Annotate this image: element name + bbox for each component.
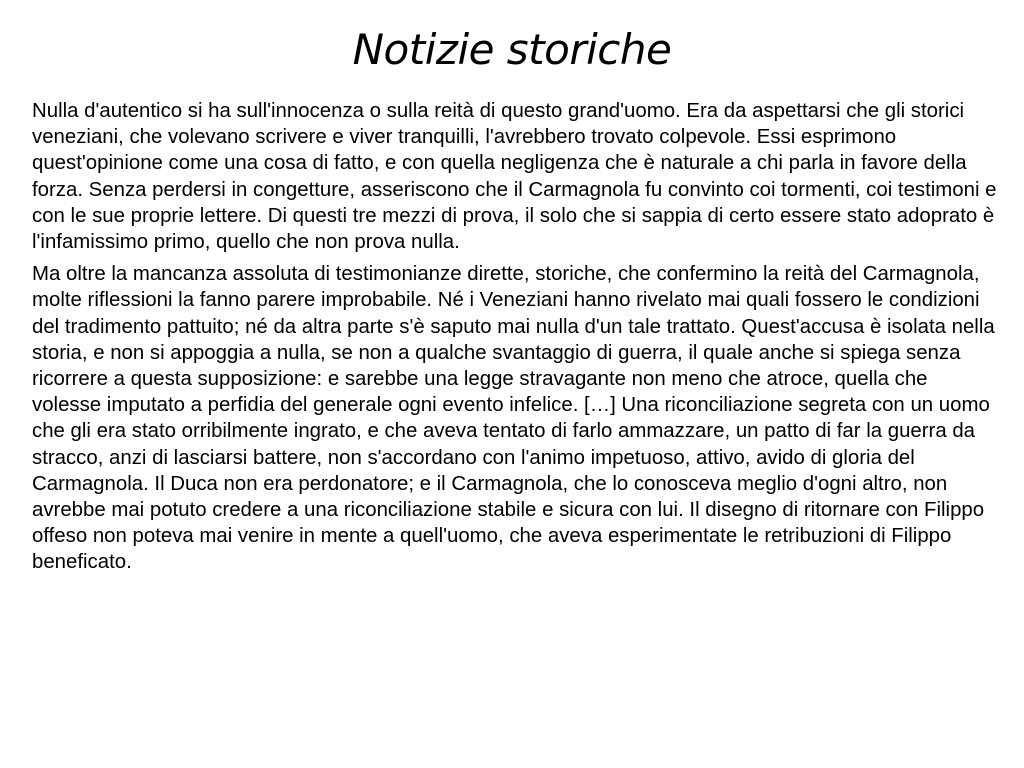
paragraph-2: Ma oltre la mancanza assoluta di testimonianze dirette, storiche, che confermino la reità del Carmagnola, molte riflessioni la fanno parere improbabile. Né i Veneziani hanno rivelato mai quali fossero le condizioni del tradimento pattuito; né da altra parte s'è saputo mai nulla d'un tale trattato. Quest'accusa è isolata nella storia, e non si appoggia a nulla, se non a qualche svantaggio di guerra, il quale anche si spiega senza ricorrere a questa supposizione: e sarebbe una legge stravagante non meno che atroce, quella che volesse imputato a perfidia del generale ogni evento infelice. […] Una riconciliazione segreta con un uomo che gli era stato orribilmente ingrato, e che aveva tentato di farlo ammazzare, un patto di far la guerra da stracco, anzi di lasciarsi battere, non s'accordano con l'animo impetuoso, attivo, avido di gloria del Carmagnola. Il Duca non era perdonatore; e il Carmagnola, che lo conosceva meglio d'ogni altro, non avrebbe mai potuto credere a una riconciliazione stabile e sicura con lui. Il disegno di ritornare con Filippo offeso non poteva mai venire in mente a quell'uomo, che aveva esperimentate le retribuzioni di Filippo beneficato. <box>32 263 995 574</box>
slide-body <box>32 98 998 582</box>
paragraph-1: Nulla d'autentico si ha sull'innocenza o sulla reità di questo grand'uomo. Era da aspettarsi che gli storici veneziani, che volevano scrivere e viver tranquilli, l'avrebbero trovato colpevole. Essi esprimono quest'opinione come una cosa di fatto, e con quella negligenza che è naturale a chi parla in favore della forza. Senza perdersi in congetture, asseriscono che il Carmagnola fu convinto coi tormenti, coi testimoni e con le sue proprie lettere. Di questi tre mezzi di prova, il solo che si sappia di certo essere stato adoprato è l'infamissimo primo, quello che non prova nulla. <box>32 100 997 254</box>
slide-title: Notizie storiche <box>352 25 672 74</box>
